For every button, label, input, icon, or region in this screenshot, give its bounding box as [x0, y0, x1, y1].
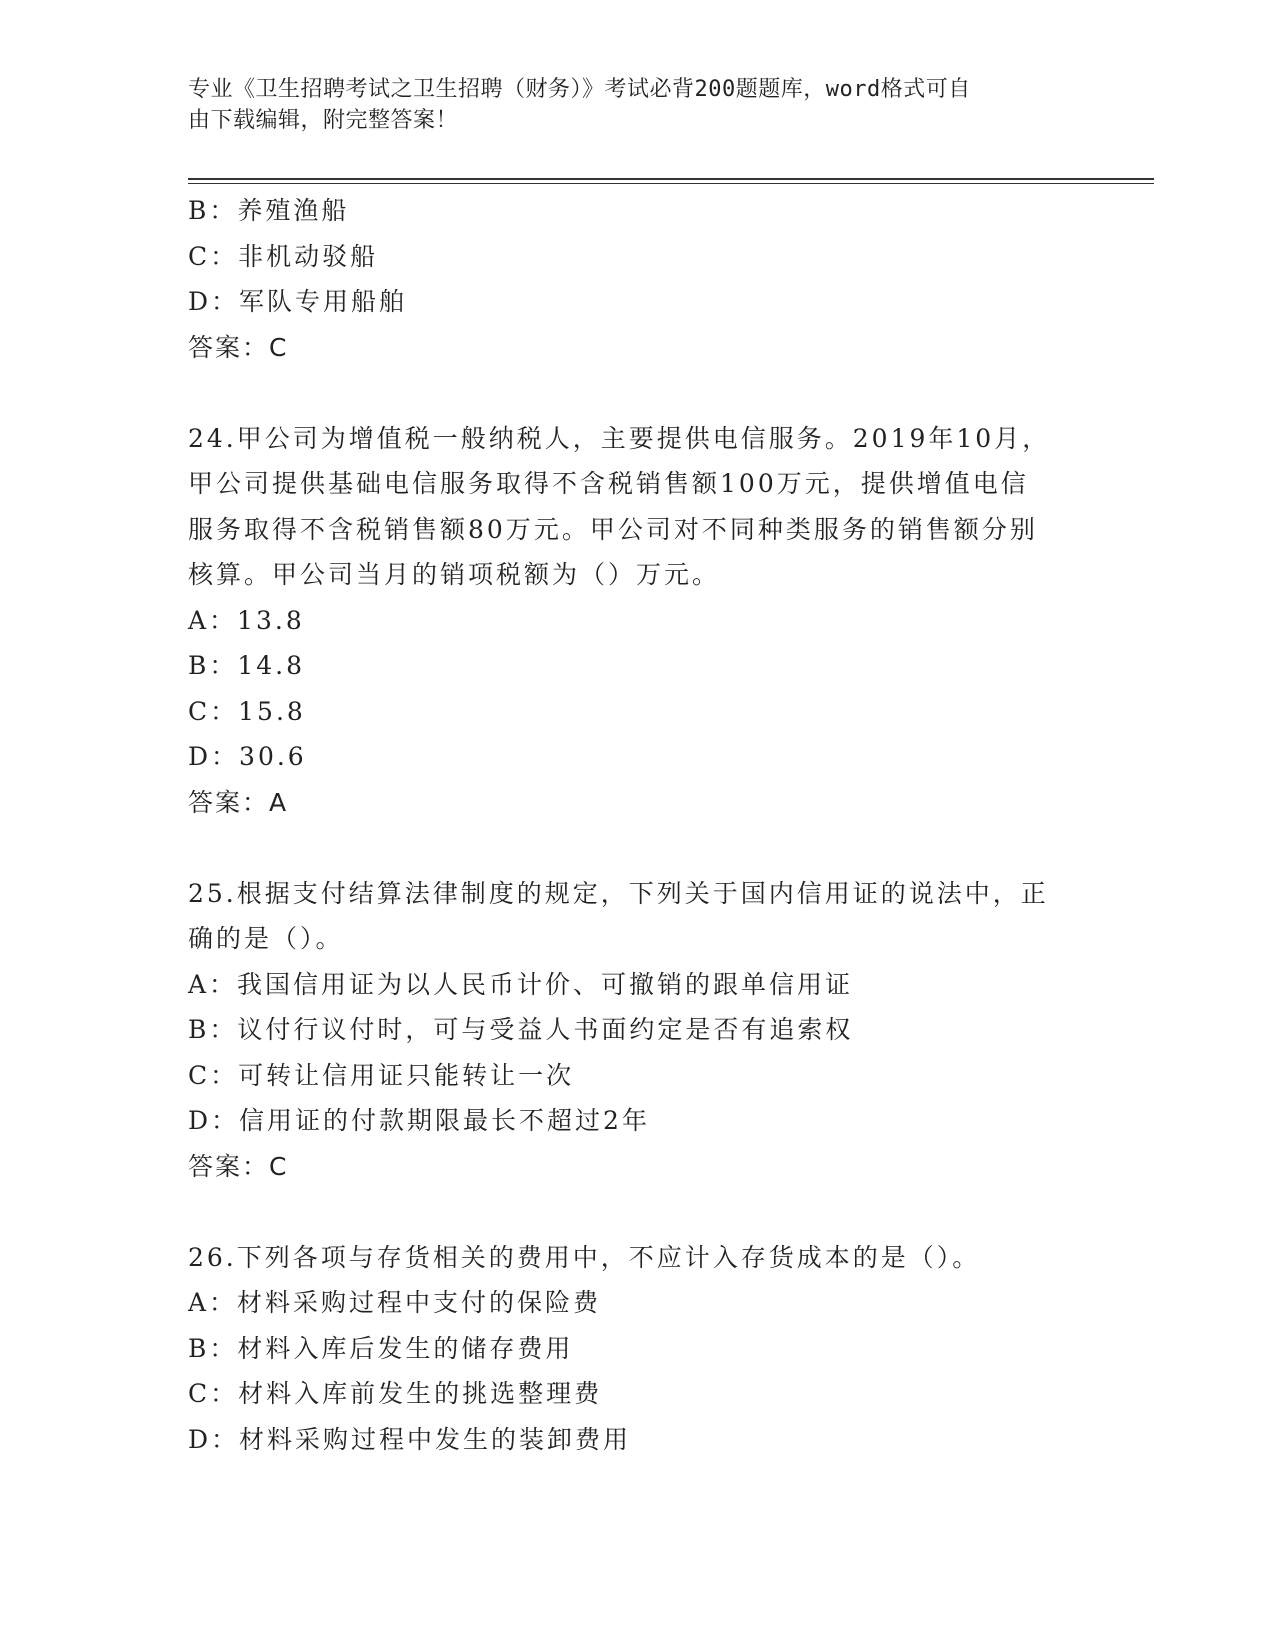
option-a: A：13.8 [188, 605, 305, 635]
spacer [188, 825, 1078, 871]
answer-line: 答案：A [188, 787, 289, 817]
question-24 [188, 416, 1078, 826]
answer-line: 答案：C [188, 332, 289, 362]
option-b: B：养殖渔船 [188, 196, 350, 225]
question-26 [188, 1235, 1078, 1463]
option-b: B：材料入库后发生的储存费用 [188, 1333, 574, 1363]
option-d: D：军队专用船舶 [188, 287, 408, 316]
header-divider-thick [188, 178, 1154, 180]
spacer [188, 1189, 1078, 1235]
question-stem-line: 25.根据支付结算法律制度的规定，下列关于国内信用证的说法中，正 [188, 878, 1049, 908]
question-25 [188, 871, 1078, 1190]
option-c: C：非机动驳船 [188, 241, 379, 271]
option-a: A：我国信用证为以人民币计价、可撤销的跟单信用证 [188, 969, 854, 999]
option-b: B：14.8 [188, 651, 306, 680]
option-b: B：议付行议付时，可与受益人书面约定是否有追索权 [188, 1015, 854, 1044]
option-d: D：材料采购过程中发生的装卸费用 [188, 1424, 632, 1454]
header-divider-thin [188, 183, 1154, 184]
document-header [188, 74, 1078, 136]
question-stem-line: 24.甲公司为增值税一般纳税人，主要提供电信服务。2019年10月， [188, 423, 1051, 453]
header-line-1: 专业《卫生招聘考试之卫生招聘（财务）》考试必背200题题库，word格式可自 [188, 77, 971, 102]
question-stem-line: 甲公司提供基础电信服务取得不含税销售额100万元，提供增值电信 [188, 469, 1029, 498]
option-c: C：15.8 [188, 696, 306, 726]
question-stem-line: 服务取得不含税销售额80万元。甲公司对不同种类服务的销售额分别 [188, 514, 1038, 544]
option-d: D：30.6 [188, 742, 307, 771]
header-line-2: 由下载编辑，附完整答案！ [188, 108, 459, 133]
question-stem-line: 26.下列各项与存货相关的费用中，不应计入存货成本的是（）。 [188, 1242, 981, 1272]
document-body [188, 188, 1078, 1462]
answer-line: 答案：C [188, 1151, 289, 1181]
option-d: D：信用证的付款期限最长不超过2年 [188, 1106, 650, 1135]
spacer [188, 370, 1078, 416]
question-stem-line: 确的是（）。 [188, 924, 344, 953]
option-c: C：可转让信用证只能转让一次 [188, 1060, 575, 1090]
option-c: C：材料入库前发生的挑选整理费 [188, 1379, 603, 1408]
prev-question-tail [188, 188, 1078, 370]
option-a: A：材料采购过程中支付的保险费 [188, 1288, 602, 1317]
question-stem-line: 核算。甲公司当月的销项税额为（）万元。 [188, 560, 721, 589]
